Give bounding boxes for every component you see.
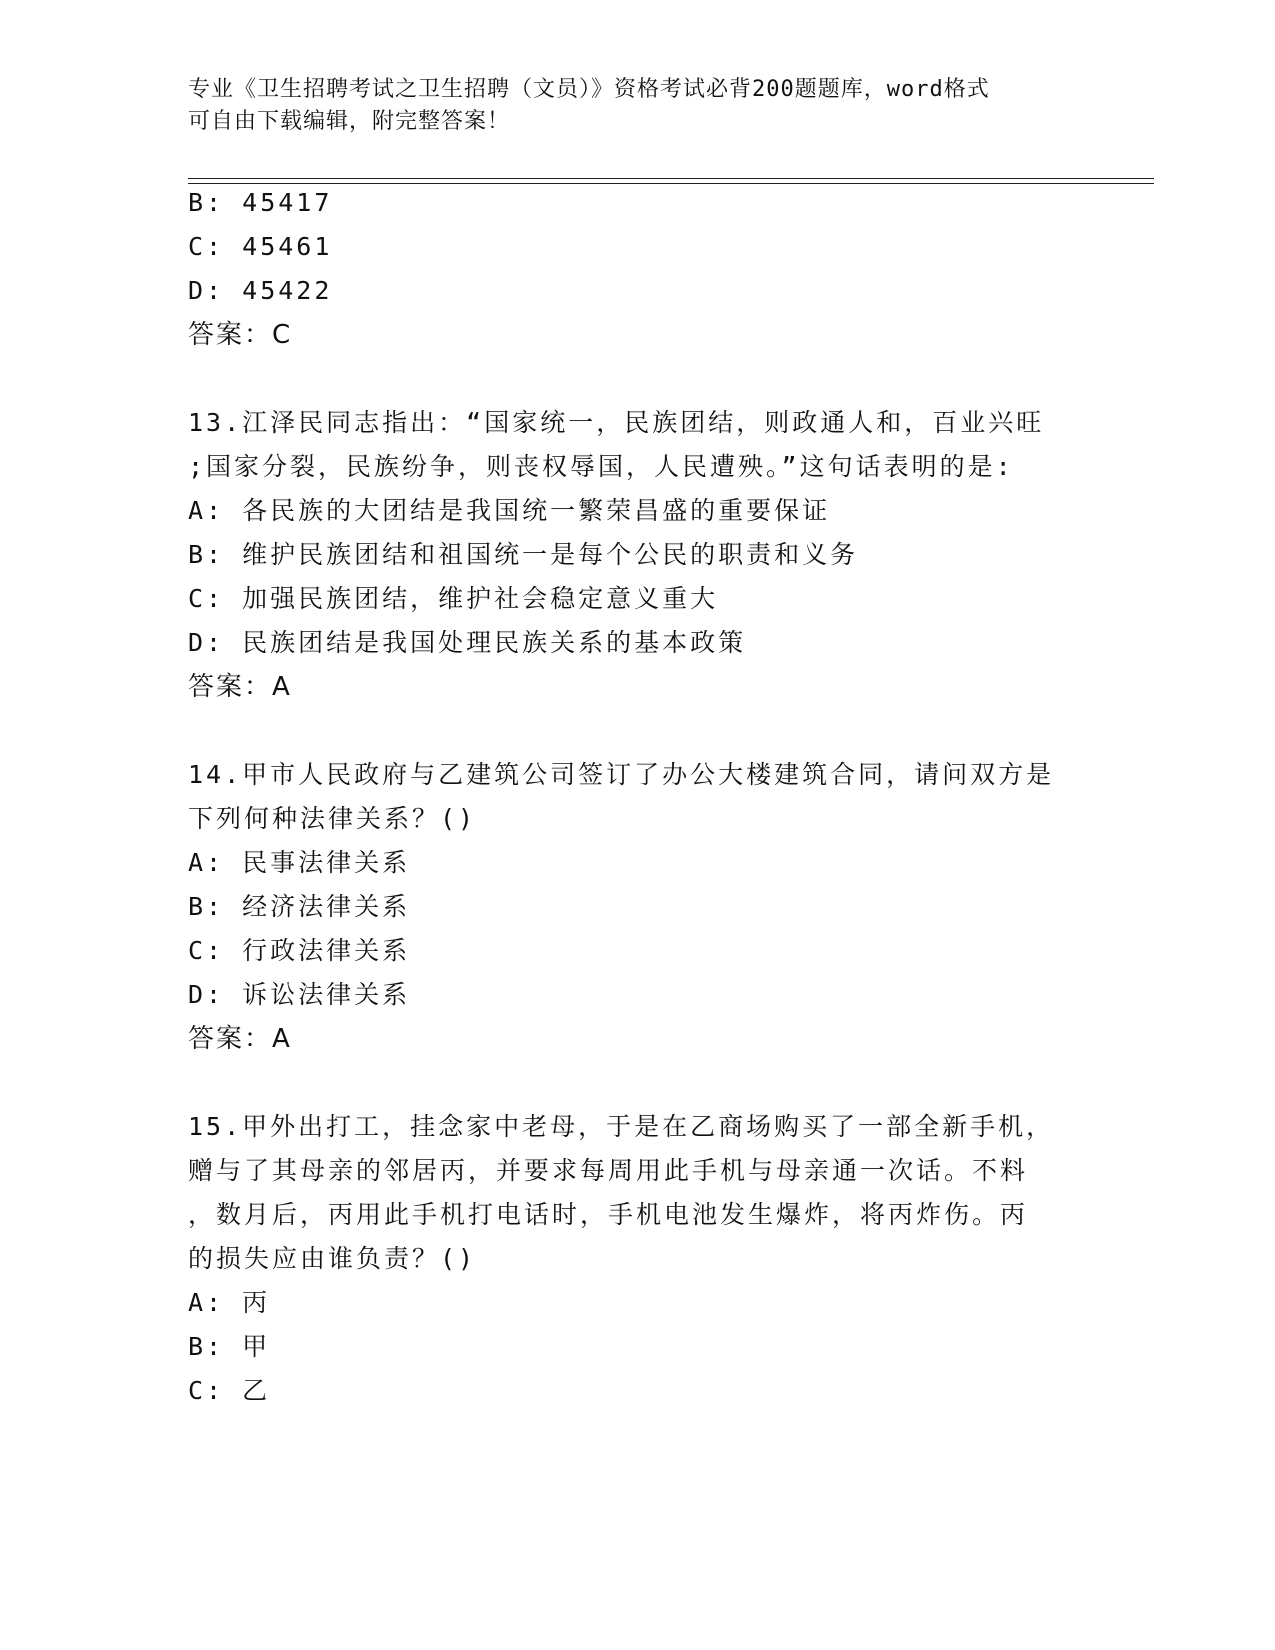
q13-option-c: C: 加强民族团结，维护社会稳定意义重大 <box>188 584 719 613</box>
q13-question-line-2: ;国家分裂，民族纷争，则丧权辱国，人民遭殃。”这句话表明的是: <box>188 452 1014 481</box>
header-line-1: 专业《卫生招聘考试之卫生招聘（文员）》资格考试必背200题题库，word格式 <box>188 77 990 102</box>
header-divider-top <box>188 178 1154 179</box>
q14-option-d: D: 诉讼法律关系 <box>188 980 411 1009</box>
q15-option-c: C: 乙 <box>188 1376 271 1405</box>
q13-answer: 答案：A <box>188 672 292 702</box>
q15-option-b: B: 甲 <box>188 1332 271 1361</box>
q15-question-line-4: 的损失应由谁负责？() <box>188 1244 477 1273</box>
q12-option-d: D: 45422 <box>188 276 333 305</box>
header-line-2: 可自由下载编辑，附完整答案！ <box>188 109 511 134</box>
q12-option-c: C: 45461 <box>188 232 333 261</box>
q14-option-c: C: 行政法律关系 <box>188 936 411 965</box>
header-divider-bottom <box>188 183 1154 184</box>
q15-option-a: A: 丙 <box>188 1288 271 1317</box>
q14-question-line-2: 下列何种法律关系？() <box>188 804 477 833</box>
q14-answer: 答案：A <box>188 1024 292 1054</box>
q13-question-line-1: 13.江泽民同志指出：“国家统一，民族团结，则政通人和，百业兴旺 <box>188 408 1045 437</box>
q15-question-line-2: 赠与了其母亲的邻居丙，并要求每周用此手机与母亲通一次话。不料 <box>188 1156 1029 1185</box>
q14-question-line-1: 14.甲市人民政府与乙建筑公司签订了办公大楼建筑合同，请问双方是 <box>188 760 1055 789</box>
q15-question-line-1: 15.甲外出打工，挂念家中老母，于是在乙商场购买了一部全新手机， <box>188 1112 1055 1141</box>
q13-option-b: B: 维护民族团结和祖国统一是每个公民的职责和义务 <box>188 540 859 569</box>
q12-answer: 答案：C <box>188 320 293 350</box>
q14-option-b: B: 经济法律关系 <box>188 892 411 921</box>
document-header <box>188 74 1068 138</box>
q13-option-d: D: 民族团结是我国处理民族关系的基本政策 <box>188 628 747 657</box>
q14-option-a: A: 民事法律关系 <box>188 848 411 877</box>
q13-option-a: A: 各民族的大团结是我国统一繁荣昌盛的重要保证 <box>188 496 831 525</box>
q15-question-line-3: ，数月后，丙用此手机打电话时，手机电池发生爆炸，将丙炸伤。丙 <box>188 1200 1029 1229</box>
q12-option-b: B: 45417 <box>188 188 333 217</box>
